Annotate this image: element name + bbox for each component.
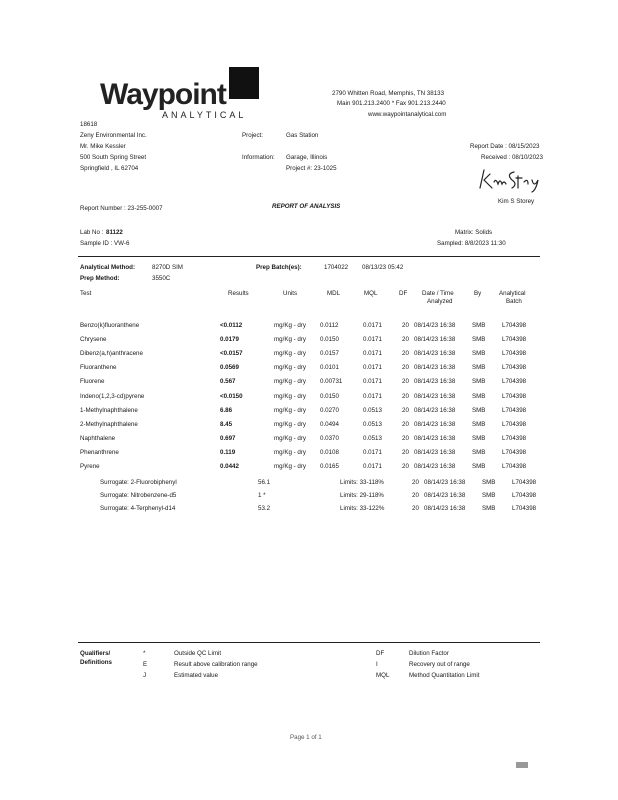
prep-method-value: 3550C bbox=[152, 275, 171, 282]
row-mdl: 0.0108 bbox=[320, 448, 339, 456]
analytical-method-value: 8270D SIM bbox=[152, 264, 183, 271]
qualifier-code: * bbox=[143, 650, 146, 657]
table-row bbox=[0, 336, 618, 346]
row-date: 08/14/23 16:38 bbox=[414, 364, 456, 372]
qualifiers-title-line1: Qualifiers/ bbox=[80, 650, 111, 657]
row-by: SMB bbox=[472, 448, 486, 456]
divider-top bbox=[78, 256, 540, 257]
row-units: mg/Kg - dry bbox=[274, 336, 306, 344]
row-result: <0.0157 bbox=[220, 350, 243, 358]
surrogate-df: 20 bbox=[412, 479, 419, 486]
signature bbox=[476, 166, 546, 199]
row-date: 08/14/23 16:38 bbox=[414, 336, 456, 344]
row-batch: L704398 bbox=[502, 336, 527, 344]
row-mdl: 0.00731 bbox=[320, 378, 343, 386]
report-date: Report Date : 08/15/2023 bbox=[470, 143, 540, 150]
sample-id: Sample ID : VW-6 bbox=[80, 240, 130, 247]
row-mql: 0.0171 bbox=[363, 350, 382, 358]
row-date: 08/14/23 16:38 bbox=[414, 392, 456, 400]
row-batch: L704398 bbox=[502, 420, 527, 428]
surrogate-result: 53.2 bbox=[258, 505, 271, 512]
col-test: Test bbox=[80, 290, 92, 297]
prep-batch-label: Prep Batch(es): bbox=[256, 264, 302, 271]
row-mql: 0.0513 bbox=[363, 434, 382, 442]
col-mql: MQL bbox=[364, 290, 378, 297]
project-label: Project: bbox=[242, 132, 263, 139]
row-date: 08/14/23 16:38 bbox=[414, 463, 456, 470]
row-df: 20 bbox=[402, 406, 409, 414]
row-test: Dibenz(a,h)anthracene bbox=[80, 350, 143, 358]
logo-subtitle: ANALYTICAL bbox=[162, 110, 247, 120]
row-result: 0.567 bbox=[220, 378, 236, 386]
row-df: 20 bbox=[402, 434, 409, 442]
surrogate-limits: Limits: 29-118% bbox=[340, 492, 384, 499]
analytical-method-label: Analytical Method: bbox=[80, 264, 136, 271]
row-result: 6.86 bbox=[220, 406, 233, 414]
row-mdl: 0.0165 bbox=[320, 463, 339, 470]
row-units: mg/Kg - dry bbox=[274, 378, 306, 386]
client-company: Zeny Environmental Inc. bbox=[80, 132, 147, 139]
information-label: Information: bbox=[242, 154, 275, 161]
col-units: Units bbox=[283, 290, 298, 297]
row-df: 20 bbox=[402, 420, 409, 428]
row-by: SMB bbox=[472, 392, 486, 400]
col-mdl: MDL bbox=[327, 290, 341, 297]
row-mdl: 0.0112 bbox=[320, 322, 339, 329]
row-test: Phenanthrene bbox=[80, 448, 119, 456]
lab-address-line2: Main 901.213.2400 * Fax 901.213.2440 bbox=[337, 100, 446, 107]
row-by: SMB bbox=[472, 378, 486, 386]
row-test: Fluorene bbox=[80, 378, 105, 386]
surrogate-batch: L704398 bbox=[512, 492, 537, 499]
row-by: SMB bbox=[472, 322, 486, 329]
row-date: 08/14/23 16:38 bbox=[414, 420, 456, 428]
col-by: By bbox=[474, 290, 482, 297]
row-df: 20 bbox=[402, 392, 409, 400]
qualifiers-title-line2: Definitions bbox=[80, 659, 112, 666]
lab-address-line1: 2790 Whitten Road, Memphis, TN 38133 bbox=[332, 90, 445, 97]
surrogate-name: Surrogate: 4-Terphenyl-d14 bbox=[100, 505, 176, 512]
row-df: 20 bbox=[402, 336, 409, 344]
row-units: mg/Kg - dry bbox=[274, 448, 306, 456]
row-units: mg/Kg - dry bbox=[274, 406, 306, 414]
table-row bbox=[0, 350, 618, 360]
qualifier-text: Result above calibration range bbox=[174, 661, 258, 668]
surrogate-name: Surrogate: 2-Fluorobiphenyl bbox=[100, 479, 177, 486]
row-mql: 0.0513 bbox=[363, 406, 382, 414]
qualifier-code: I bbox=[376, 661, 378, 668]
row-date: 08/14/23 16:38 bbox=[414, 448, 456, 456]
row-df: 20 bbox=[402, 448, 409, 456]
row-test: Fluoranthene bbox=[80, 364, 117, 372]
row-by: SMB bbox=[472, 350, 486, 358]
row-mql: 0.0171 bbox=[363, 322, 382, 329]
logo-square bbox=[229, 67, 259, 99]
row-df: 20 bbox=[402, 322, 409, 329]
prep-batch-date: 08/13/23 05:42 bbox=[362, 264, 404, 271]
surrogate-row bbox=[0, 492, 618, 502]
col-batch-line1: Analytical bbox=[499, 290, 526, 297]
row-result: <0.0112 bbox=[220, 322, 243, 329]
row-batch: L704398 bbox=[502, 350, 527, 358]
prep-method-label: Prep Method: bbox=[80, 275, 120, 282]
row-batch: L704398 bbox=[502, 364, 527, 372]
row-by: SMB bbox=[472, 463, 486, 470]
row-test: Indeno(1,2,3-cd)pyrene bbox=[80, 392, 145, 400]
report-number: Report Number : 23-255-0007 bbox=[80, 205, 163, 212]
client-code: 18618 bbox=[80, 121, 98, 128]
lab-no-label: Lab No : bbox=[80, 229, 104, 236]
table-row bbox=[0, 421, 618, 431]
row-batch: L704398 bbox=[502, 448, 527, 456]
surrogate-result: 1 * bbox=[258, 492, 266, 499]
qualifier-text: Recovery out of range bbox=[409, 661, 470, 668]
lab-website: www.waypointanalytical.com bbox=[368, 111, 447, 118]
row-units: mg/Kg - dry bbox=[274, 322, 306, 329]
surrogate-date: 08/14/23 16:38 bbox=[424, 505, 466, 512]
row-result: 0.0442 bbox=[220, 463, 239, 470]
qualifier-text: Dilution Factor bbox=[409, 650, 449, 657]
row-by: SMB bbox=[472, 406, 486, 414]
row-units: mg/Kg - dry bbox=[274, 350, 306, 358]
row-mdl: 0.0494 bbox=[320, 420, 339, 428]
row-by: SMB bbox=[472, 336, 486, 344]
table-row bbox=[0, 322, 618, 332]
table-row bbox=[0, 435, 618, 445]
row-batch: L704398 bbox=[502, 322, 527, 329]
row-df: 20 bbox=[402, 364, 409, 372]
row-units: mg/Kg - dry bbox=[274, 420, 306, 428]
qualifier-code: DF bbox=[376, 650, 385, 657]
surrogate-batch: L704398 bbox=[512, 479, 537, 486]
qualifier-text: Outside QC Limit bbox=[174, 650, 222, 657]
row-units: mg/Kg - dry bbox=[274, 364, 306, 372]
surrogate-limits: Limits: 33-122% bbox=[340, 505, 385, 512]
row-mql: 0.0171 bbox=[363, 364, 382, 372]
row-df: 20 bbox=[402, 378, 409, 386]
row-result: <0.0150 bbox=[220, 392, 243, 400]
surrogate-date: 08/14/23 16:38 bbox=[424, 479, 466, 486]
row-mql: 0.0171 bbox=[363, 463, 382, 470]
qualifier-code: J bbox=[143, 672, 147, 679]
row-test: 1-Methylnaphthalene bbox=[80, 406, 138, 414]
qualifier-code: E bbox=[143, 661, 148, 668]
row-mdl: 0.0150 bbox=[320, 392, 339, 400]
col-df: DF bbox=[399, 290, 408, 297]
row-mdl: 0.0270 bbox=[320, 406, 339, 414]
table-row bbox=[0, 364, 618, 374]
col-batch-line2: Batch bbox=[506, 298, 522, 305]
scan-mark bbox=[516, 762, 528, 768]
row-result: 0.0569 bbox=[220, 364, 239, 372]
row-by: SMB bbox=[472, 434, 486, 442]
surrogate-row bbox=[0, 479, 618, 489]
row-units: mg/Kg - dry bbox=[274, 392, 306, 400]
row-result: 8.45 bbox=[220, 420, 233, 428]
row-mql: 0.0171 bbox=[363, 448, 382, 456]
surrogate-by: SMB bbox=[482, 505, 496, 512]
surrogate-batch: L704398 bbox=[512, 505, 537, 512]
row-date: 08/14/23 16:38 bbox=[414, 322, 456, 329]
row-result: 0.0179 bbox=[220, 336, 239, 344]
row-mdl: 0.0101 bbox=[320, 364, 339, 372]
surrogate-limits: Limits: 33-118% bbox=[340, 479, 384, 486]
table-row bbox=[0, 378, 618, 388]
row-date: 08/14/23 16:38 bbox=[414, 434, 456, 442]
row-mdl: 0.0150 bbox=[320, 336, 339, 344]
sampled-date: Sampled: 8/8/2023 11:30 bbox=[437, 240, 506, 247]
table-row bbox=[0, 393, 618, 403]
client-city: Springfield , IL 62704 bbox=[80, 165, 139, 172]
row-test: Naphthalene bbox=[80, 434, 116, 442]
surrogate-by: SMB bbox=[482, 479, 496, 486]
row-date: 08/14/23 16:38 bbox=[414, 378, 456, 386]
row-test: 2-Methylnaphthalene bbox=[80, 420, 138, 428]
row-units: mg/Kg - dry bbox=[274, 463, 306, 470]
row-mql: 0.0171 bbox=[363, 378, 382, 386]
project-number: Project #: 23-1025 bbox=[286, 165, 337, 172]
surrogate-by: SMB bbox=[482, 492, 496, 499]
row-mql: 0.0171 bbox=[363, 336, 382, 344]
row-batch: L704398 bbox=[502, 378, 527, 386]
row-date: 08/14/23 16:38 bbox=[414, 350, 456, 358]
client-street: 500 South Spring Street bbox=[80, 154, 147, 161]
waypoint-logo: Waypoint bbox=[100, 78, 226, 111]
received-date: Received : 08/10/2023 bbox=[481, 154, 543, 161]
prep-batch-value: 1704022 bbox=[324, 264, 349, 271]
surrogate-result: 56.1 bbox=[258, 479, 271, 486]
row-test: Benzo(k)fluoranthene bbox=[80, 322, 140, 329]
row-batch: L704398 bbox=[502, 406, 527, 414]
row-by: SMB bbox=[472, 364, 486, 372]
signer-name: Kim S Storey bbox=[498, 198, 535, 205]
report-title: REPORT OF ANALYSIS bbox=[272, 203, 341, 210]
row-mdl: 0.0157 bbox=[320, 350, 339, 358]
table-row bbox=[0, 463, 618, 473]
row-date: 08/14/23 16:38 bbox=[414, 406, 456, 414]
page-number: Page 1 of 1 bbox=[290, 734, 322, 741]
row-batch: L704398 bbox=[502, 434, 527, 442]
row-mql: 0.0171 bbox=[363, 392, 382, 400]
row-by: SMB bbox=[472, 420, 486, 428]
row-units: mg/Kg - dry bbox=[274, 434, 306, 442]
surrogate-df: 20 bbox=[412, 492, 419, 499]
divider-bottom bbox=[78, 642, 540, 643]
row-df: 20 bbox=[402, 350, 409, 358]
qualifier-text: Method Quantitation Limit bbox=[409, 672, 480, 679]
surrogate-df: 20 bbox=[412, 505, 419, 512]
row-result: 0.119 bbox=[220, 448, 236, 456]
lab-no-value: 81122 bbox=[106, 229, 123, 236]
surrogate-row bbox=[0, 505, 618, 515]
qualifier-text: Estimated value bbox=[174, 672, 219, 679]
row-batch: L704398 bbox=[502, 463, 527, 470]
row-mql: 0.0513 bbox=[363, 420, 382, 428]
row-result: 0.697 bbox=[220, 434, 236, 442]
row-batch: L704398 bbox=[502, 392, 527, 400]
table-row bbox=[0, 407, 618, 417]
col-date-line1: Date / Time bbox=[422, 290, 454, 297]
row-test: Chrysene bbox=[80, 336, 107, 344]
surrogate-date: 08/14/23 16:38 bbox=[424, 492, 466, 499]
col-results: Results bbox=[228, 290, 249, 297]
information-value: Garage, Illinois bbox=[286, 154, 328, 161]
qualifier-code: MQL bbox=[376, 672, 390, 679]
client-attention: Mr. Mike Kessler bbox=[80, 143, 126, 150]
surrogate-name: Surrogate: Nitrobenzene-d5 bbox=[100, 492, 177, 499]
row-mdl: 0.0370 bbox=[320, 434, 339, 442]
col-date-line2: Analyzed bbox=[427, 298, 453, 305]
matrix: Matrix: Solids bbox=[455, 229, 493, 236]
project-value: Gas Station bbox=[286, 132, 319, 139]
table-row bbox=[0, 449, 618, 459]
row-df: 20 bbox=[402, 463, 409, 470]
row-test: Pyrene bbox=[80, 463, 100, 470]
